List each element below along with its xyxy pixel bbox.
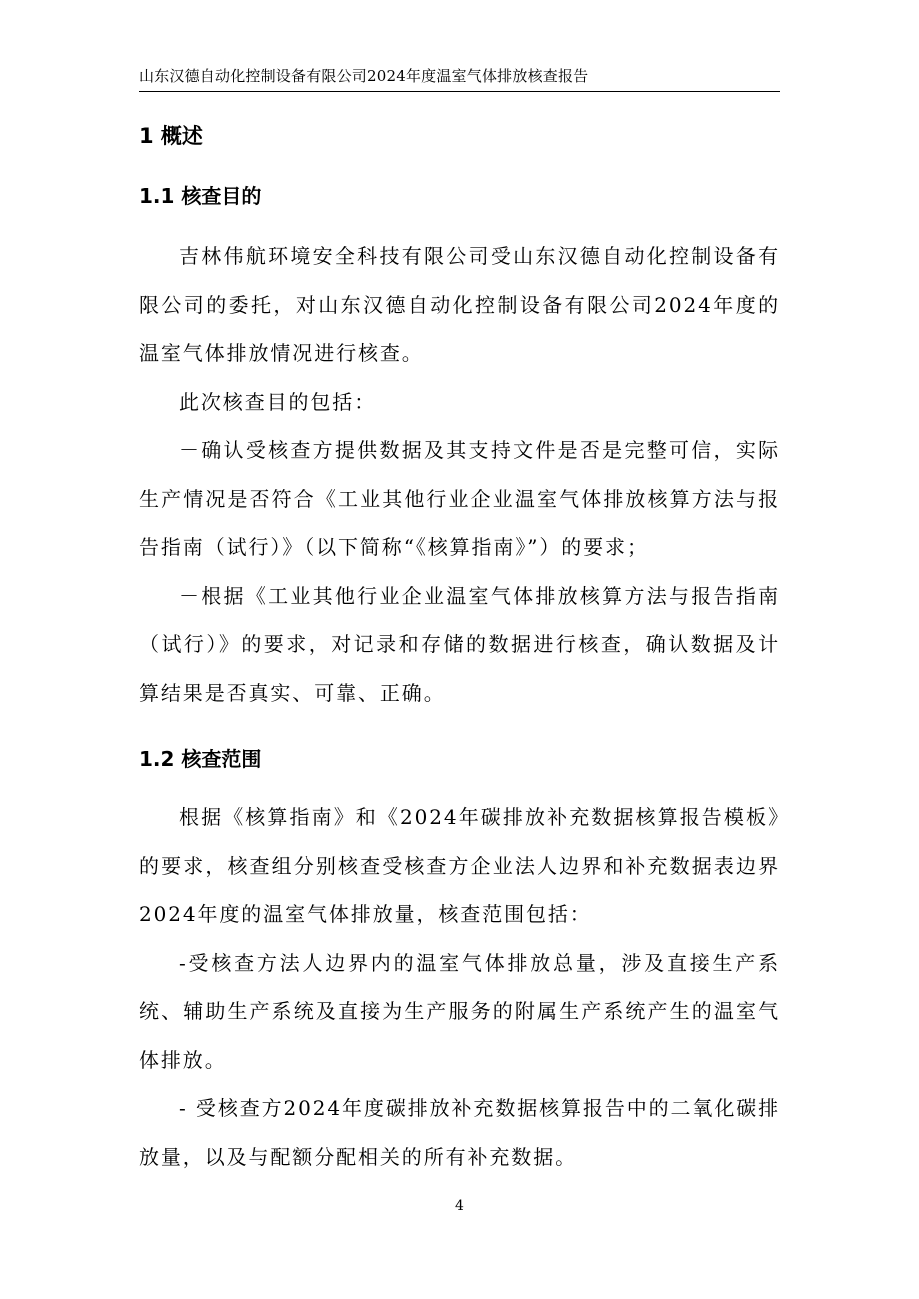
running-header: 山东汉德自动化控制设备有限公司2024年度温室气体排放核查报告 xyxy=(139,67,589,85)
section-heading-overview: 1 概述 xyxy=(139,124,203,148)
paragraph: 此次核查目的包括： xyxy=(179,389,377,414)
subsection-heading-scope: 1.2 核查范围 xyxy=(139,747,262,771)
purpose-section xyxy=(139,232,780,717)
scope-section xyxy=(139,793,780,1181)
paragraph: 吉林伟航环境安全科技有限公司受山东汉德自动化控制设备有限公司的委托，对山东汉德自动化控制设备有限公司2024年度的温室气体排放情况进行核查。 xyxy=(139,244,780,365)
paragraph: -受核查方法人边界内的温室气体排放总量，涉及直接生产系统、辅助生产系统及直接为生产服务的附属生产系统产生的温室气体排放。 xyxy=(139,950,780,1072)
subsection-heading-purpose: 1.1 核查目的 xyxy=(139,184,262,208)
document-body xyxy=(139,112,780,1181)
paragraph: - 受核查方2024年度碳排放补充数据核算报告中的二氧化碳排放量，以及与配额分配相关的所有补充数据。 xyxy=(139,1096,781,1169)
paragraph: 根据《核算指南》和《2024年碳排放补充数据核算报告模板》的要求，核查组分别核查受核查方企业法人边界和补充数据表边界2024年度的温室气体排放量，核查范围包括： xyxy=(139,805,780,926)
header-rule xyxy=(139,91,780,92)
paragraph: －确认受核查方提供数据及其支持文件是否是完整可信，实际生产情况是否符合《工业其他行业企业温室气体排放核算方法与报告指南（试行）》（以下简称“《核算指南》”）的要求； xyxy=(139,438,780,559)
page-number: 4 xyxy=(455,1198,464,1214)
paragraph: －根据《工业其他行业企业温室气体排放核算方法与报告指南（试行）》的要求，对记录和存储的数据进行核查，确认数据及计算结果是否真实、可靠、正确。 xyxy=(139,583,780,705)
